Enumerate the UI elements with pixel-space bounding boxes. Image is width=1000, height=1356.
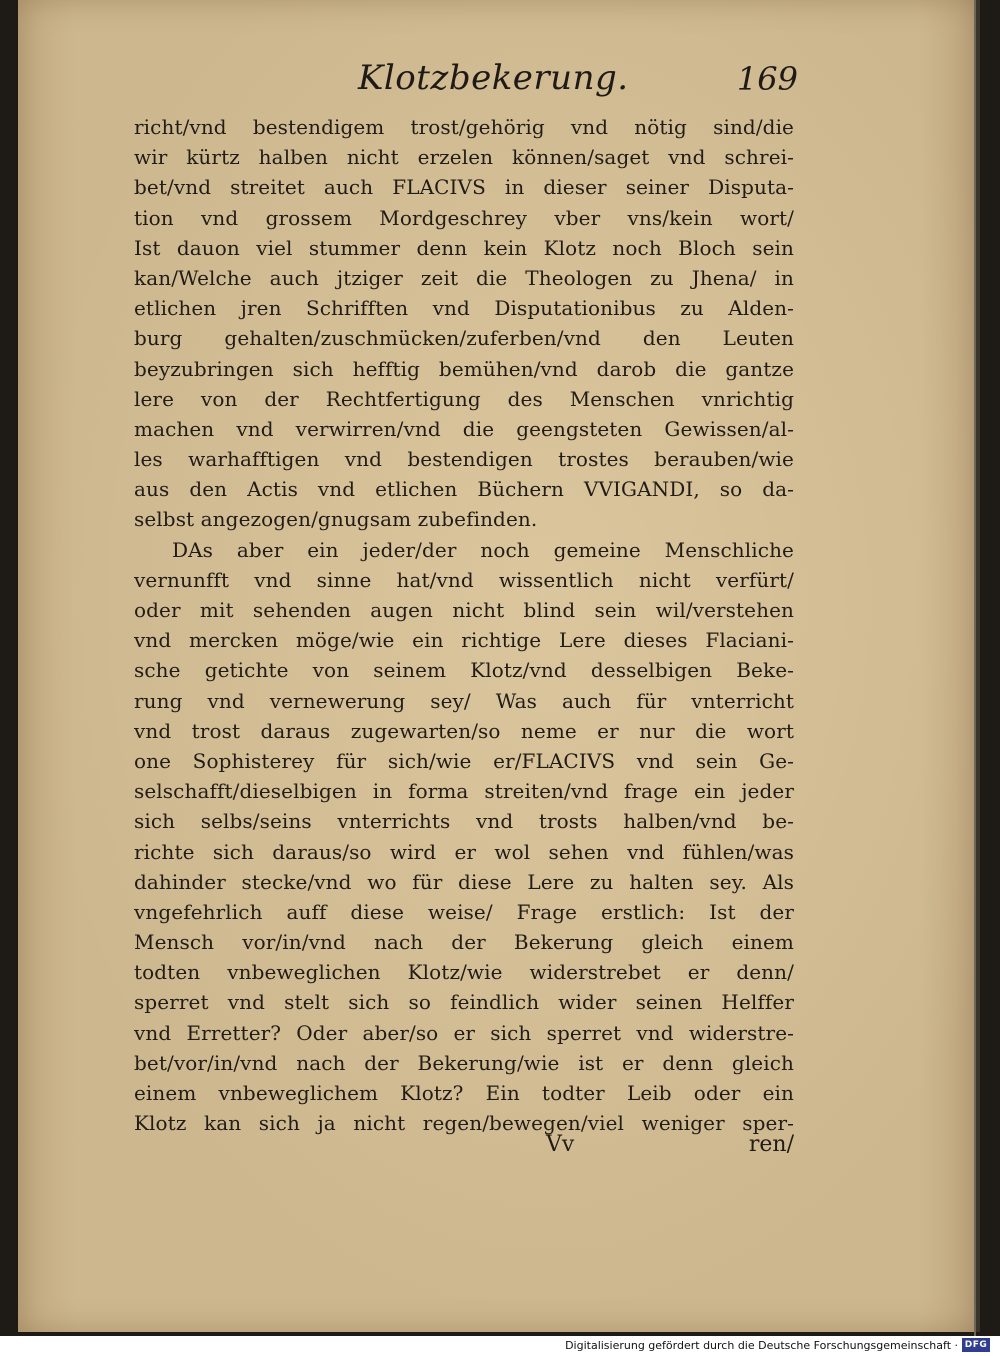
text-line: Ist dauon viel stummer denn kein Klotz noch Bloch sein xyxy=(134,235,794,260)
text-line: aus den Actis vnd etlichen Büchern VVIGANDI, so da- xyxy=(134,477,794,502)
text-line: vngefehrlich auff diese weise/ Frage erstlich: Ist der xyxy=(134,899,794,924)
text-line: DAs aber ein jeder/der noch gemeine Menschliche xyxy=(172,537,794,562)
text-line: dahinder stecke/vnd wo für diese Lere zu halten sey. Als xyxy=(134,869,794,894)
text-line: les warhafftigen vnd bestendigen trostes berauben/wie xyxy=(134,447,794,472)
text-line: sperret vnd stelt sich so feindlich wider seinen Helffer xyxy=(134,990,794,1015)
digitization-footer xyxy=(0,1336,1000,1356)
page-number: 169 xyxy=(736,60,798,98)
text-line: vernunfft vnd sinne hat/vnd wissentlich nicht verfürt/ xyxy=(134,567,794,592)
book-page xyxy=(18,0,978,1332)
text-line: Klotz kan sich ja nicht regen/bewegen/viel weniger sper- xyxy=(134,1111,794,1136)
text-line: vnd trost daraus zugewarten/so neme er nur die wort xyxy=(134,718,794,743)
text-line: vnd mercken möge/wie ein richtige Lere dieses Flaciani- xyxy=(134,628,794,653)
dfg-logo: DFG xyxy=(962,1338,990,1352)
text-line: rung vnd vernewerung sey/ Was auch für vnterricht xyxy=(134,688,794,713)
scan-edge-line xyxy=(974,0,976,1336)
catchword-line xyxy=(134,1132,794,1166)
text-line: wir kürtz halben nicht erzelen können/saget vnd schrei- xyxy=(134,145,794,170)
text-line: richt/vnd bestendigem trost/gehörig vnd nötig sind/die xyxy=(134,115,794,139)
text-line: kan/Welche auch jtziger zeit die Theologen zu Jhena/ in xyxy=(134,265,794,290)
text-line: sche getichte von seinem Klotz/vnd desselbigen Beke- xyxy=(134,658,794,683)
text-line: todten vnbeweglichen Klotz/wie widerstrebet er denn/ xyxy=(134,960,794,985)
funding-credit: Digitalisierung gefördert durch die Deutsche Forschungsgemeinschaft · xyxy=(565,1339,958,1352)
body-text xyxy=(134,112,794,1138)
running-title: Klotzbekerung. xyxy=(358,58,629,98)
text-line: einem vnbeweglichem Klotz? Ein todter Leib oder ein xyxy=(134,1081,794,1105)
text-line: bet/vor/in/vnd nach der Bekerung/wie ist er denn gleich xyxy=(134,1050,794,1075)
text-line: machen vnd verwirren/vnd die geengsteten Gewissen/al- xyxy=(134,416,794,441)
text-line: bet/vnd streitet auch FLACIVS in dieser seiner Disputa- xyxy=(134,175,794,200)
text-line: oder mit sehenden augen nicht blind sein wil/verstehen xyxy=(134,598,794,622)
signature-mark: Vv xyxy=(546,1132,575,1157)
text-line: one Sophisterey für sich/wie er/FLACIVS vnd sein Ge- xyxy=(134,748,794,773)
text-line: burg gehalten/zuschmücken/zuferben/vnd den Leuten xyxy=(134,326,794,351)
text-line: selschafft/dieselbigen in forma streiten/vnd frage ein jeder xyxy=(134,779,794,804)
text-line: selbst angezogen/gnugsam zubefinden. xyxy=(134,507,538,532)
text-line: sich selbs/seins vnterrichts vnd trosts halben/vnd be- xyxy=(134,809,794,834)
page-header xyxy=(118,58,798,102)
text-line: etlichen jren Schrifften vnd Disputationibus zu Alden- xyxy=(134,296,794,321)
text-line: tion vnd grossem Mordgeschrey vber vns/kein wort/ xyxy=(134,205,794,230)
text-line: Mensch vor/in/vnd nach der Bekerung gleich einem xyxy=(134,930,794,955)
catchword: ren/ xyxy=(748,1132,794,1157)
text-line: vnd Erretter? Oder aber/so er sich sperret vnd widerstre- xyxy=(134,1020,794,1045)
text-line: beyzubringen sich hefftig bemühen/vnd darob die gantze xyxy=(134,356,794,381)
text-line: richte sich daraus/so wird er wol sehen vnd fühlen/was xyxy=(134,839,794,864)
text-line: lere von der Rechtfertigung des Menschen vnrichtig xyxy=(134,386,794,411)
